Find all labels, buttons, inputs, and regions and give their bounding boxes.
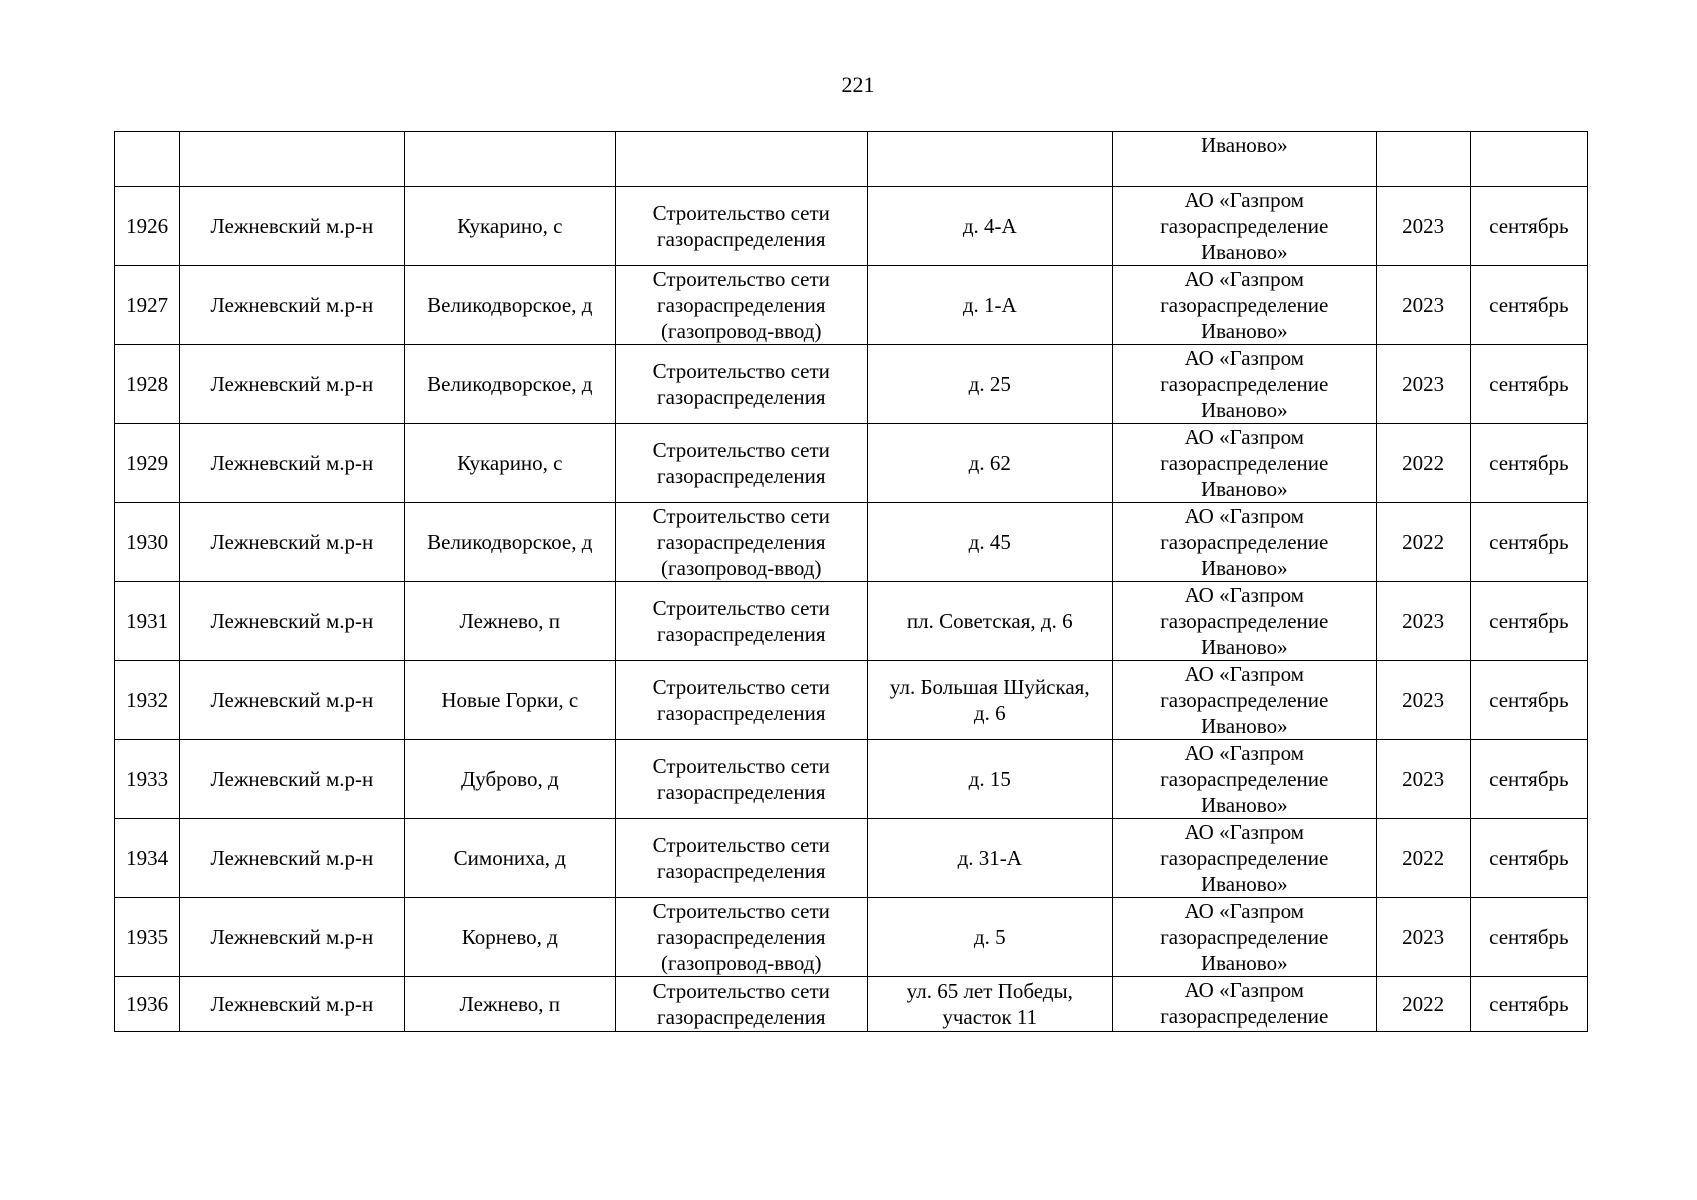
cell-district-text: Лежневский м.р-н <box>210 214 374 238</box>
cell-num-text: 1934 <box>126 846 169 870</box>
cell-address <box>867 977 1113 1032</box>
cell-year-text: 2023 <box>1402 767 1445 791</box>
cell-address <box>867 898 1113 977</box>
cell-num-text: 1928 <box>126 372 169 396</box>
cell-locality-text: Великодворское, д <box>427 530 593 554</box>
cell-district <box>180 503 404 582</box>
cell-district <box>180 977 404 1032</box>
cell-org <box>1113 977 1377 1032</box>
cell-work-line: газораспределения <box>657 780 826 804</box>
cell-year <box>1376 187 1470 266</box>
cell-num <box>115 977 180 1032</box>
page-number: 221 <box>841 72 875 97</box>
cell-work-line: газораспределения <box>657 293 826 317</box>
cell-org-line: АО «Газпром <box>1184 425 1304 449</box>
cell-org-line: Иваново» <box>1200 714 1288 738</box>
cell-org <box>1113 424 1377 503</box>
cell-num <box>115 266 180 345</box>
cell-address <box>867 345 1113 424</box>
table-row <box>115 898 1588 977</box>
cell-org-line: газораспределение <box>1160 767 1329 791</box>
cell-address <box>867 266 1113 345</box>
cell-num-text: 1927 <box>126 293 169 317</box>
cell-year <box>1376 898 1470 977</box>
cell-work-line: газораспределения <box>657 925 826 949</box>
cell-work <box>616 187 868 266</box>
cell-org <box>1113 266 1377 345</box>
cell-org-line: АО «Газпром <box>1184 978 1304 1002</box>
cell-year-text: 2022 <box>1402 992 1445 1016</box>
cell-month-text: сентябрь <box>1489 530 1569 554</box>
cell-year <box>1376 661 1470 740</box>
cell-address <box>867 740 1113 819</box>
cell-num-text: 1930 <box>126 530 169 554</box>
cell-org-line: газораспределение <box>1160 530 1329 554</box>
table-body <box>115 132 1588 1032</box>
cell-district <box>180 266 404 345</box>
cell-locality <box>404 582 615 661</box>
cell-locality <box>404 740 615 819</box>
cell-work <box>616 345 868 424</box>
cell-address <box>867 132 1113 187</box>
cell-address-line: д. 1-А <box>962 293 1017 317</box>
cell-month-text: сентябрь <box>1489 992 1569 1016</box>
cell-num <box>115 661 180 740</box>
cell-address-line: д. 45 <box>968 530 1011 554</box>
cell-org-line: Иваново» <box>1200 240 1288 264</box>
cell-year <box>1376 345 1470 424</box>
cell-num <box>115 819 180 898</box>
cell-work-line: газораспределения <box>657 227 826 251</box>
cell-org-line: газораспределение <box>1160 925 1329 949</box>
table-row <box>115 819 1588 898</box>
cell-org-line: Иваново» <box>1200 951 1288 975</box>
cell-org-line: АО «Газпром <box>1184 741 1304 765</box>
cell-district-text: Лежневский м.р-н <box>210 925 374 949</box>
cell-locality-text: Новые Горки, с <box>441 688 579 712</box>
cell-work-line: Строительство сети <box>652 359 830 383</box>
cell-org <box>1113 898 1377 977</box>
cell-work-line: газораспределения <box>657 701 826 725</box>
cell-address-line: пл. Советская, д. 6 <box>906 609 1073 633</box>
cell-year <box>1376 132 1470 187</box>
cell-district <box>180 187 404 266</box>
cell-district <box>180 898 404 977</box>
cell-month <box>1470 132 1587 187</box>
cell-num-text: 1932 <box>126 688 169 712</box>
cell-locality <box>404 819 615 898</box>
cell-work-line: Строительство сети <box>652 201 830 225</box>
cell-org <box>1113 582 1377 661</box>
cell-work-line: Строительство сети <box>652 754 830 778</box>
cell-work-line: Строительство сети <box>652 675 830 699</box>
cell-work-line: Строительство сети <box>652 267 830 291</box>
cell-locality-text: Великодворское, д <box>427 372 593 396</box>
cell-org-line: газораспределение <box>1160 372 1329 396</box>
cell-year <box>1376 977 1470 1032</box>
cell-num <box>115 187 180 266</box>
cell-num-text: 1933 <box>126 767 169 791</box>
cell-address <box>867 819 1113 898</box>
cell-district-text: Лежневский м.р-н <box>210 372 374 396</box>
cell-org <box>1113 187 1377 266</box>
cell-org-line: газораспределение <box>1160 214 1329 238</box>
cell-org-line: АО «Газпром <box>1184 504 1304 528</box>
cell-district <box>180 740 404 819</box>
table-row <box>115 582 1588 661</box>
cell-org-line: Иваново» <box>1200 477 1288 501</box>
cell-org-line: газораспределение <box>1160 609 1329 633</box>
cell-district <box>180 582 404 661</box>
cell-num-text: 1936 <box>126 992 169 1016</box>
cell-locality <box>404 187 615 266</box>
cell-locality-text: Корнево, д <box>461 925 558 949</box>
cell-district-text: Лежневский м.р-н <box>210 992 374 1016</box>
cell-num-text: 1935 <box>126 925 169 949</box>
cell-locality-text: Симониха, д <box>453 846 566 870</box>
table-row <box>115 266 1588 345</box>
cell-org <box>1113 132 1377 187</box>
cell-work <box>616 266 868 345</box>
cell-org <box>1113 503 1377 582</box>
cell-month <box>1470 661 1587 740</box>
cell-work <box>616 819 868 898</box>
cell-year-text: 2023 <box>1402 372 1445 396</box>
cell-work-line: Строительство сети <box>652 438 830 462</box>
cell-org-line: АО «Газпром <box>1184 662 1304 686</box>
cell-org-line: Иваново» <box>1200 635 1288 659</box>
cell-year <box>1376 819 1470 898</box>
cell-month <box>1470 740 1587 819</box>
cell-work-line: Строительство сети <box>652 504 830 528</box>
cell-year-text: 2022 <box>1402 451 1445 475</box>
table-row <box>115 977 1588 1032</box>
cell-address-line: д. 25 <box>968 372 1011 396</box>
cell-locality-text: Лежнево, п <box>459 609 561 633</box>
cell-year <box>1376 503 1470 582</box>
cell-locality <box>404 345 615 424</box>
cell-district-text: Лежневский м.р-н <box>210 609 374 633</box>
cell-org-line: газораспределение <box>1160 846 1329 870</box>
cell-work-line: Строительство сети <box>652 979 830 1003</box>
org-continuation-text: Иваново» <box>1200 133 1288 157</box>
cell-address-line: д. 5 <box>973 925 1006 949</box>
cell-num <box>115 345 180 424</box>
cell-work-line: (газопровод-ввод) <box>661 951 822 975</box>
cell-org-line: Иваново» <box>1200 872 1288 896</box>
cell-district-text: Лежневский м.р-н <box>210 767 374 791</box>
cell-address-line: д. 31-А <box>957 846 1022 870</box>
cell-district-text: Лежневский м.р-н <box>210 530 374 554</box>
cell-year-text: 2023 <box>1402 214 1445 238</box>
cell-month-text: сентябрь <box>1489 372 1569 396</box>
cell-address-line: ул. Большая Шуйская, <box>889 675 1090 699</box>
cell-work <box>616 740 868 819</box>
cell-work <box>616 132 868 187</box>
cell-work-line: газораспределения <box>657 385 826 409</box>
cell-org-line: газораспределение <box>1160 688 1329 712</box>
cell-org-line: АО «Газпром <box>1184 820 1304 844</box>
cell-work-line: газораспределения <box>657 622 826 646</box>
table-row <box>115 424 1588 503</box>
cell-work-line: Строительство сети <box>652 899 830 923</box>
cell-locality-text: Великодворское, д <box>427 293 593 317</box>
cell-work-line: Строительство сети <box>652 596 830 620</box>
continuation-row <box>115 132 1588 187</box>
cell-address-line: д. 4-А <box>962 214 1017 238</box>
cell-work-line: газораспределения <box>657 464 826 488</box>
cell-work-line: (газопровод-ввод) <box>661 319 822 343</box>
cell-work <box>616 977 868 1032</box>
cell-year-text: 2023 <box>1402 609 1445 633</box>
cell-month-text: сентябрь <box>1489 925 1569 949</box>
cell-org-line: Иваново» <box>1200 556 1288 580</box>
table-row <box>115 187 1588 266</box>
cell-month-text: сентябрь <box>1489 767 1569 791</box>
cell-month <box>1470 819 1587 898</box>
cell-locality-text: Кукарино, с <box>457 214 563 238</box>
cell-org-line: АО «Газпром <box>1184 899 1304 923</box>
cell-month <box>1470 582 1587 661</box>
table-row <box>115 661 1588 740</box>
cell-num <box>115 898 180 977</box>
cell-locality <box>404 132 615 187</box>
cell-work-line: газораспределения <box>657 530 826 554</box>
cell-org-line: АО «Газпром <box>1184 267 1304 291</box>
cell-address-line: д. 62 <box>968 451 1011 475</box>
cell-month <box>1470 898 1587 977</box>
gasification-schedule-table <box>114 131 1588 1032</box>
cell-district <box>180 661 404 740</box>
table-row <box>115 503 1588 582</box>
cell-month-text: сентябрь <box>1489 293 1569 317</box>
cell-year-text: 2023 <box>1402 925 1445 949</box>
cell-num <box>115 740 180 819</box>
cell-year <box>1376 266 1470 345</box>
cell-year-text: 2022 <box>1402 530 1445 554</box>
cell-district-text: Лежневский м.р-н <box>210 451 374 475</box>
cell-year-text: 2023 <box>1402 688 1445 712</box>
cell-address-line: д. 15 <box>968 767 1011 791</box>
cell-month <box>1470 187 1587 266</box>
cell-locality <box>404 503 615 582</box>
cell-work <box>616 582 868 661</box>
cell-month-text: сентябрь <box>1489 846 1569 870</box>
cell-num <box>115 582 180 661</box>
cell-num-text: 1926 <box>126 214 169 238</box>
cell-num-text: 1929 <box>126 451 169 475</box>
cell-locality <box>404 424 615 503</box>
cell-org <box>1113 661 1377 740</box>
cell-month <box>1470 345 1587 424</box>
cell-address <box>867 424 1113 503</box>
cell-org-line: газораспределение <box>1160 451 1329 475</box>
cell-num <box>115 132 180 187</box>
cell-month <box>1470 266 1587 345</box>
cell-work-line: газораспределения <box>657 1005 826 1029</box>
cell-district <box>180 424 404 503</box>
cell-locality-text: Дуброво, д <box>460 767 559 791</box>
cell-org-line: АО «Газпром <box>1184 583 1304 607</box>
cell-work-line: Строительство сети <box>652 833 830 857</box>
cell-org-line: газораспределение <box>1160 293 1329 317</box>
table-row <box>115 740 1588 819</box>
cell-work <box>616 424 868 503</box>
cell-locality <box>404 266 615 345</box>
cell-month-text: сентябрь <box>1489 214 1569 238</box>
cell-org-line: АО «Газпром <box>1184 346 1304 370</box>
cell-address <box>867 187 1113 266</box>
cell-address <box>867 661 1113 740</box>
cell-district <box>180 819 404 898</box>
cell-month-text: сентябрь <box>1489 688 1569 712</box>
cell-month <box>1470 503 1587 582</box>
cell-num <box>115 424 180 503</box>
cell-address <box>867 503 1113 582</box>
cell-num-text: 1931 <box>126 609 169 633</box>
cell-org-line: Иваново» <box>1200 319 1288 343</box>
cell-org-line: Иваново» <box>1200 398 1288 422</box>
cell-work <box>616 898 868 977</box>
cell-address-line: участок 11 <box>942 1005 1038 1029</box>
cell-year <box>1376 582 1470 661</box>
cell-work <box>616 503 868 582</box>
cell-num <box>115 503 180 582</box>
cell-org-line: газораспределение <box>1160 1004 1329 1028</box>
cell-work-line: (газопровод-ввод) <box>661 556 822 580</box>
cell-org <box>1113 740 1377 819</box>
cell-locality <box>404 661 615 740</box>
cell-org <box>1113 819 1377 898</box>
cell-org-line: АО «Газпром <box>1184 188 1304 212</box>
cell-address-line: ул. 65 лет Победы, <box>906 979 1073 1003</box>
cell-district <box>180 345 404 424</box>
cell-district-text: Лежневский м.р-н <box>210 846 374 870</box>
table-row <box>115 345 1588 424</box>
cell-district <box>180 132 404 187</box>
cell-address <box>867 582 1113 661</box>
cell-locality <box>404 977 615 1032</box>
cell-year <box>1376 424 1470 503</box>
cell-month-text: сентябрь <box>1489 451 1569 475</box>
cell-org <box>1113 345 1377 424</box>
cell-locality-text: Кукарино, с <box>457 451 563 475</box>
cell-work-line: газораспределения <box>657 859 826 883</box>
cell-work <box>616 661 868 740</box>
cell-district-text: Лежневский м.р-н <box>210 688 374 712</box>
cell-district-text: Лежневский м.р-н <box>210 293 374 317</box>
cell-org-line: Иваново» <box>1200 793 1288 817</box>
cell-year <box>1376 740 1470 819</box>
cell-address-line: д. 6 <box>973 701 1006 725</box>
cell-locality-text: Лежнево, п <box>459 992 561 1016</box>
cell-locality <box>404 898 615 977</box>
cell-year-text: 2022 <box>1402 846 1445 870</box>
cell-month <box>1470 424 1587 503</box>
cell-month <box>1470 977 1587 1032</box>
cell-month-text: сентябрь <box>1489 609 1569 633</box>
cell-year-text: 2023 <box>1402 293 1445 317</box>
